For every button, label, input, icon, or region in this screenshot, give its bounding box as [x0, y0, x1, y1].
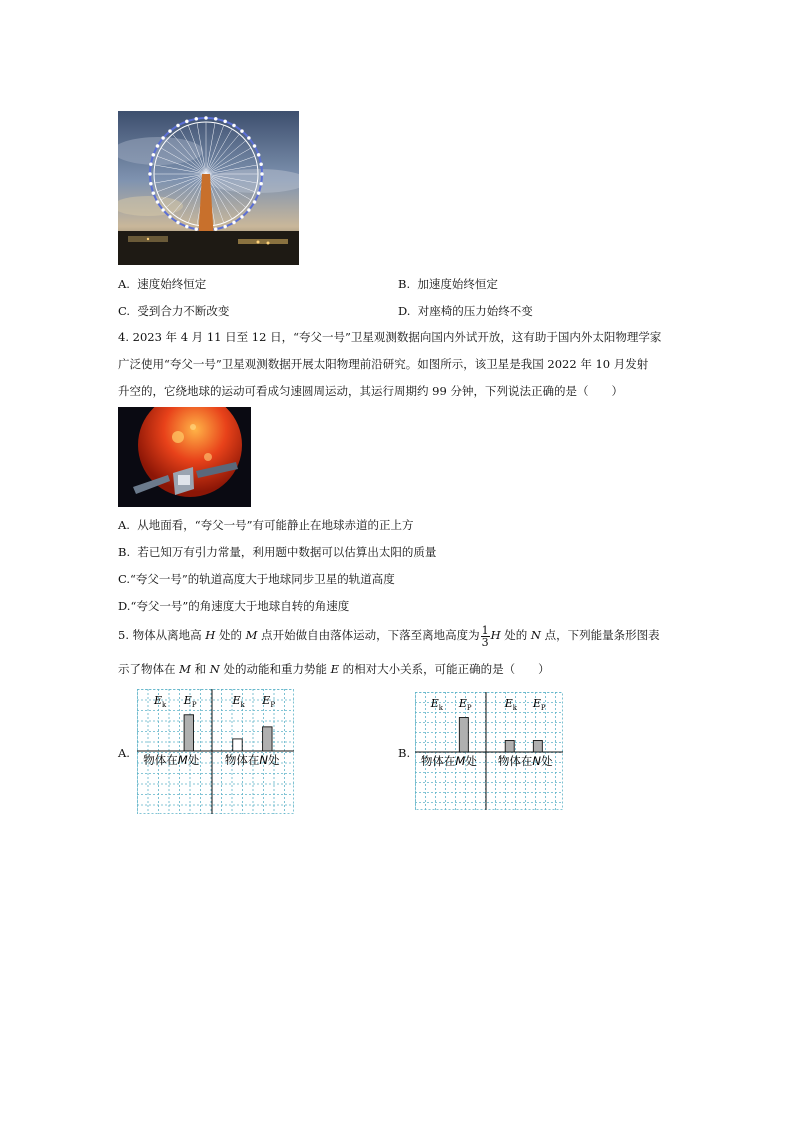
bar-N-Ep [263, 727, 272, 751]
label-Ep: $E_P$ [532, 697, 546, 712]
bar-N-Ek [505, 741, 514, 753]
q4-option-a [118, 517, 414, 533]
label-Ek: $E_k$ [153, 694, 167, 709]
label-position-m: 物体在M处 [143, 753, 200, 767]
label-position-n: 物体在N处 [497, 754, 553, 768]
q5-option-b-label: B. [398, 746, 411, 760]
label-position-n: 物体在N处 [224, 753, 280, 767]
option-text: “夸父一号”的角速度大于地球自转的角速度 [130, 599, 350, 613]
option-text: “夸父一号”的轨道高度大于地球同步卫星的轨道高度 [130, 572, 395, 586]
q4-option-c [118, 571, 395, 587]
option-letter: D. [118, 599, 131, 613]
label-Ek: $E_k$ [232, 694, 245, 709]
q4-stem-line2: 广泛使用“夸父一号”卫星观测数据开展太阳物理前沿研究。如图所示，该卫星是我国 2022 年 10 月发射 [118, 357, 649, 371]
energy-bar-chart-a [137, 689, 294, 814]
option-letter: D. [398, 304, 411, 318]
label-Ek: $E_k$ [504, 697, 518, 712]
option-text: 速度始终恒定 [137, 277, 207, 291]
ferris-wheel-image [118, 111, 299, 265]
label-Ep: $E_P$ [458, 697, 472, 712]
energy-bar-chart-b [415, 692, 563, 810]
q4-stem-line3: 升空的，它绕地球的运动可看成匀速圆周运动，其运行周期约 99 分钟，下列说法正确的是（ ） [118, 384, 623, 398]
option-letter: A. [118, 518, 130, 532]
option-text: 若已知万有引力常量，利用题中数据可以估算出太阳的质量 [137, 545, 437, 559]
q5-stem-line2: 示了物体在 M 和 N 处的动能和重力势能 E 的相对大小关系，可能正确的是（ ） [118, 662, 550, 676]
label-position-m: 物体在M处 [420, 754, 477, 768]
q4-stem-line1: 4. 2023 年 4 月 11 日至 12 日，“夸父一号”卫星观测数据向国内外试开放，这有助于国内外太阳物理学家 [118, 330, 662, 344]
option-letter: C. [118, 572, 131, 586]
sun-satellite-image [118, 407, 251, 507]
bar-M-Ep [459, 718, 468, 753]
option-letter: C. [118, 304, 131, 318]
q5-stem-line1: 5. 物体从离地高 H 处的 M 点开始做自由落体运动，下落至离地高度为 $\frac{1}{3}$ H 处的 N 点，下列能量条形图表 [118, 623, 660, 649]
option-text: 加速度始终恒定 [417, 277, 498, 291]
option-letter: B. [398, 277, 411, 291]
option-a [118, 276, 206, 292]
bar-N-Ek [233, 739, 242, 751]
label-Ep: $E_P$ [262, 694, 276, 709]
option-b [398, 276, 498, 292]
bar-M-Ep [184, 715, 193, 751]
option-text: 受到合力不断改变 [137, 304, 230, 318]
option-letter: A. [118, 277, 130, 291]
option-text: 从地面看，“夸父一号”有可能静止在地球赤道的正上方 [137, 518, 414, 532]
q4-option-b [118, 544, 436, 560]
label-Ep: $E_P$ [183, 694, 197, 709]
option-letter: B. [118, 545, 131, 559]
bar-N-Ep [533, 741, 542, 753]
option-d [398, 303, 533, 319]
q5-option-a-label: A. [118, 746, 130, 760]
label-Ek: $E_k$ [430, 697, 444, 712]
q4-option-d [118, 598, 349, 614]
option-text: 对座椅的压力始终不变 [417, 304, 533, 318]
fraction-one-third: $\frac{1}{3}$ [481, 623, 489, 649]
option-c [118, 303, 229, 319]
